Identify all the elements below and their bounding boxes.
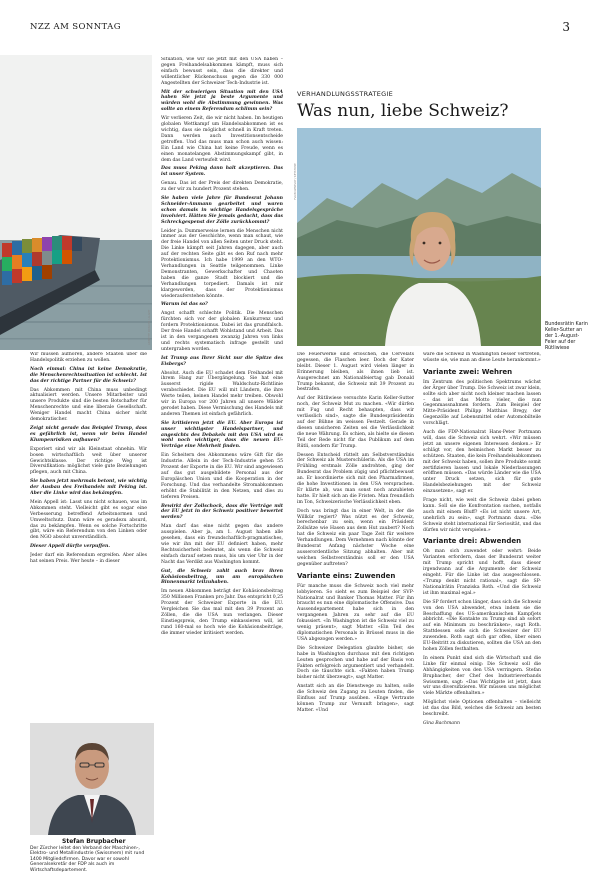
col2-p4: Genau. Das ist der Preis der direkten Demokratie, zu der wir zu hundert Prozent stehen. xyxy=(161,181,283,193)
masthead: NZZ AM SONNTAG xyxy=(30,22,121,32)
col4-p4: Frage nicht, wie weit die Schweiz dabei gehen kann. Soll sie die Konfrontation suchen, notfalls auch mit einem Bluff? «Es ist nicht unsere Art, unehrlich zu sein», sagt Portmann dazu. «Die Schweiz steht international für Seriosität, und das dürfen wir nicht verspielen.» xyxy=(423,498,541,533)
rubric: VERHANDLUNGSSTRATEGIE xyxy=(297,90,394,98)
col3-p7: Anstatt sich an die Dienstwege zu halten, solle die Schweiz den Zugang zu Leuten finden, die Einfluss auf Trump ausüben. «Enge Vertraute können Trump zur Vernunft bringen», sagt Matter. «Und xyxy=(297,684,414,713)
col2-q7: Warum ist das so? xyxy=(161,302,208,308)
article-column-3 xyxy=(297,352,414,864)
col2-p0: Situation, wie wir sie jetzt mit den USA haben – gegen Freihandelsabkommen kämpft, muss sich einfach bewusst sein, dass die direkter und willentlicher Rückenschuss gegen die 330 000 Angestellten der Schweizer Tech-Industrie ist. xyxy=(161,57,283,86)
keller-sutter-photo xyxy=(297,128,541,346)
col2-p2: Wir verlieren Zeit, die wir nicht haben. Im heutigen globalen Wettkampf um Handelsabkommen ist es wichtig, dass sie möglichst schnell in Kraft treten. Dann werden auch Investitionsentscheide getroffen. Und das muss man schon auch wissen: Ein Land wie China hat keine Freude, wenn es einen monatelangen Abstimmungskampf gibt, in dem das Land verteufelt wird. xyxy=(161,116,283,163)
photo-caption: Bundesrätin Karin Keller-Sutter an der 1.-August-Feier auf der Rütliwiese xyxy=(545,322,588,351)
col1-p2: Das Abkommen mit China muss unbedingt aktualisiert werden. Unsere Mitarbeiter und unsere Produkte sind die besten Botschafter für Menschenrechte und eine liberale Gesellschaft. Weniger Handel macht China sicher nicht demokratischer. xyxy=(30,387,147,423)
col1-q7: Dieser Appell dürfte verpuffen. xyxy=(30,544,110,550)
portrait-caption: Der Zürcher leitet den Verband der Maschinen-, Elektro- und Metallindustrie (Swissmem) mit rund 1400 Mitgliedsfirmen. Davor war er sowohl Generalsekretär der FDP als auch im Wirtschaftsdepartement. xyxy=(30,846,145,872)
portrait-name: Stefan Brupbacher xyxy=(62,838,126,845)
col3-p0: Die Feuerwerke sind erloschen, die Cervelats gegessen, die Flaschen leer. Doch der Kater bleibt. Dieser 1. August wird vielen länger in Erinnerung bleiben, als ihnen lieb ist. Ausgerechnet am Nationalfeiertag gab Donald Trump bekannt, die Schweiz mit 39 Prozent zu bestrafen. xyxy=(297,352,414,393)
subhead-variante-eins: Variante eins: Zuwenden xyxy=(297,571,396,580)
subhead-variante-drei: Variante drei: Abwenden xyxy=(423,537,522,546)
col2-p16: Im neuen Abkommen beträgt der Kohäsionsbeitrag 350 Millionen Franken pro Jahr. Das entspricht 0,25 Prozent der Schweizer Exporte in die EU. Vergleichen Sie das mal mit den 39 Prozent an Zöllen, die die USA nun verlangen. Dieser Einstiegspreis, den Trump einkassieren will, ist rund 160-mal so hoch wie die Kohäsionsbeiträge, die immer wieder kritisiert werden. xyxy=(161,589,283,636)
col1-q5: Sie haben jetzt mehrmals betont, wie wichtig der Ausbau des Freihandels mit Peking ist. Aber die Linke wird das bekämpfen. xyxy=(30,479,147,497)
col4-p3: Auch die FDP-Nationalrat Hans-Peter Portmann will, dass die Schweiz sich wehrt. «Wir müssen jetzt an unsere eigenen Interessen denken.» Er schlägt vor, den heimischen Markt besser zu schützen. Staaten, die kein Freihandelsabkommen mit der Schweiz haben, sollen ihre Produkte somit zertifizieren lassen und lokale Niederlassungen eröffnen müssen. «Das würde Länder wie die USA unter Druck setzen, sich für gute Handelsbeziehungen mit der Schweiz einzusetzen», sagt er. xyxy=(423,430,541,495)
portrait-image xyxy=(30,723,154,835)
headline: Was nun, liebe Schweiz? xyxy=(297,101,509,121)
col4-p0: wäre die Schweiz in Washington besser vertreten, wüsste sie, wie man an diese Leute herankommt.» xyxy=(423,352,541,363)
article-column-2 xyxy=(161,57,283,862)
col1-p8: Jeder darf ein Referendum ergreifen. Aber alles hat seinen Preis. Wer heute – in dieser xyxy=(30,553,147,565)
photo-credit-right: YVAIN GENEVAY / KEYSTONE xyxy=(294,163,297,200)
col3-p1: Auf der Rütliwiese versuchte Karin Keller-Sutter noch, der Schweiz Mut zu machen. «Wir dürfen mit Fug und Recht behaupten, dass wir verlässlich sind», sagte die Bundespräsidentin auf der Bühne im weissen Festzelt. Gerade in diesen unsicheren Zeiten sei die Verlässlichkeit die neue Währung. Es schien, als hielte sie diesen Teil der Rede nicht für das Publikum auf dem Rütli, sondern für Trump. xyxy=(297,396,414,449)
col4-p9: Möglichst viele Optionen offenhalten – vielleicht ist das das Bild, welches die Schweiz am besten beschreibt. xyxy=(423,700,541,718)
col2-p6: Leider ja. Dummerweise lernen die Menschen nicht immer aus der Geschichte, wenn man schaut, wie der freie Handel von allen Seiten unter Druck steht. Die Linke kämpft seit Jahren dagegen, aber auch auf der rechten Seite gibt es den Ruf nach mehr Protektionismus. Ich habe 1999 an den WTO-Verhandlungen in Seattle teilgenommen. Linke Demonstranten, Gewerkschafter und Chaoten haben die ganze Stadt blockiert und die Verhandlungen torpediert. Damals ist mir klargeworden, dass der Protektionismus wiederauferstehen könnte. xyxy=(161,228,283,299)
container-ship-image xyxy=(0,55,152,350)
col4-p6: Oh man sich zuwendet oder wehrt: Beide Varianten erfordern, dass der Bundesrat weiter mit Trump spricht und hofft, dass dieser irgendwann auf die Argumente der Schweiz eingeht. Für die Linke ist das ausgeschlossen. «Trump denkt nicht rational», sagt die SP-Nationalrätin Franziska Roth. «Und die Schweiz ist ihm maximal egal.» xyxy=(423,549,541,596)
photo-credit-left: ANNETTE DONATH / ALAMY xyxy=(148,309,151,345)
col2-q9: Ist Trump aus Ihrer Sicht nur die Spitze des Eisbergs? xyxy=(161,355,283,367)
col1-q3: Zeigt nicht gerade das Beispiel Trump, dass es gefährlich ist, wenn wir beim Handel Klumpenrisiken aufbauen? xyxy=(30,425,147,443)
article-column-4 xyxy=(423,352,541,864)
col2-q13: Bewirkt der Zollschock, dass die Verträge mit der EU jetzt in der Schweiz positiver bewertet werden? xyxy=(161,503,283,521)
col1-p0: Wir müssen aufhören, andere Staaten über die Handelspolitik erziehen zu wollen. xyxy=(30,352,147,363)
col2-q1: Mit der schwierigen Situation mit den USA haben Sie jetzt ja beste Argumente und würden wohl die Abstimmung gewinnen. Was sollte an einem Referendum schlimm sein? xyxy=(161,89,283,113)
col1-p6: Mein Appell ist: Lasst uns nicht schauen, was im Abkommen steht. Vielleicht gibt es sogar eine Verbesserung betreffend Arbeitsnormen und Umweltschutz. Dann wäre es geradezu absurd, das zu bekämpfen. Wenn es solche Fortschritte gibt, wäre ein Referendum von den Linken oder den NGO absolut unverständlich. xyxy=(30,499,147,541)
subhead-variante-zwei: Variante zwei: Wehren xyxy=(423,367,513,376)
col3-p5: Für manche muss die Schweiz noch viel mehr lobbyieren. So sieht es zum Beispiel der SVP-Nationalrat und Banker Thomas Matter. Für ihn braucht es nun eine diplomatische Offensive. Das Aussendepartement habe sich in den vergangenen Jahren zu sehr auf die EU fokussiert. «In Washington ist die Schweiz viel zu wenig präsent», sagt Matter. «Ein Teil des diplomatischen Personals in Brüssel muss in die USA abgezogen werden.» xyxy=(297,583,414,642)
article-column-1 xyxy=(30,352,147,718)
col2-q3: Das muss Peking dann halt akzeptieren. Das ist unser System. xyxy=(161,166,283,178)
portrait-photo xyxy=(30,723,154,835)
byline: Gina Bachmann xyxy=(423,720,460,726)
col2-q15: Gut, die Schweiz zahlt auch brav ihren Kohäsionsbeitrag, um am europäischen Binnenmarkt teilzuhaben. xyxy=(161,568,283,586)
col3-p2: Dessen Entscheid rüttelt am Selbstverständnis der Schweiz als Musterschülerin. Als die USA im Frühling erstmals Zölle androhten, ging der Bundesrat das Problem zügig und pflichtbewusst an. Er koordinierte sich mit den Pharmafirmen, die hohe Investitionen in den USA versprachen. Er klärte ab, was man sonst noch anzubieten hatte. Er hielt sich an die Fristen. Man freundlich im Ton, Schweizerische Verlässlichkeit eben. xyxy=(297,452,414,505)
col4-p2: Im Zentrum des politischen Spektrums wächst der Ärger über Trump. Die Schweiz ist zwar klein, sollte sich aber nicht noch kleiner machen lassen – das ist das Motto vieler, die nun Gegenmassnahmen fordern. Zum Beispiel der Mitte-Präsident Philipp Matthias Bregy, der Gegenzölle auf Lebensmittel oder Automobilteile vorschlägt. xyxy=(423,379,541,427)
keller-sutter-image xyxy=(297,128,541,346)
col2-p14: Man darf das eine nicht gegen das andere ausspielen. Aber ja, am 1. August haben alle gesehen, dass ein freundschaftlich-pragmatisches, wie wir ihn mit der EU definiert haben, mehr Rechtssicherheit bedeutet, als wenn die Schweiz einfach darauf setzen muss, bis um vier Uhr in der Nacht das Verdikt aus Washington kommt. xyxy=(161,524,283,565)
col2-p12: Ein Scheitern des Abkommens wäre Gift für die Industrie. Allein in der Tech-Industrie gehen 55 Prozent der Exporte in die EU. Wir sind angewiesen auf das gut ausgebildete Personal aus der Europäischen Union und die Kooperation in der Forschung. Und das verhandelte Stromabkommen erhöht die Stabilität in den Netzen, und dies zu tieferen Preisen. xyxy=(161,453,283,500)
col3-p6: Die Schweizer Delegation glaubte bisher, sie habe in Washington durchaus mit den richtigen Leuten gesprochen und habe auf der Basis von Fakten erfolgreich argumentiert und verhandelt. Doch sie täuschte sich. «Fakten haben Trump bisher nicht überzeugt», sagt Matter. xyxy=(297,645,414,681)
ship-photo xyxy=(0,55,152,350)
col1-q1: Noch einmal: China ist keine Demokratie, die Menschenrechtssituation ist schlecht. Ist das der richtige Partner für die Schweiz? xyxy=(30,366,147,384)
col4-p7: Die SP fordert schon länger, dass sich die Schweiz von den USA abwendet, etwa indem sie die Beschaffung des US-amerikanischen Kampfjets abbricht. «Die Kontakte zu Trump sind ab sofort auf ein Minimum zu beschränken», sagt Roth. Stattdessen solle sich die Schweizer der EU zuwenden. Roth sagt sich gar offen, über einen EU-Beitritt zu diskutieren, sollten die USA an den hohen Zöllen festhalten. xyxy=(423,599,541,652)
col4-p8: In einem Punkt sind sich die Wirtschaft und die Linke für einmal einig: Die Schweiz soll die Abhängigkeiten von den USA verringern. Stefan Brupbacher, der Chef des Industrieverbands Swissmem, sagt: «Das Wichtigste ist jetzt, dass wir uns diversifizieren. Wir müssen uns möglichst viele Märkte offenhalten.» xyxy=(423,655,541,697)
col2-p8: Angst schafft schlechte Politik. Die Menschen fürchten sich vor der globalen Konkurrenz und fordern Protektionismus. Dabei ist das grundfalsch. Der freie Handel schafft Wohlstand und Arbeit. Das ist in den vergangenen zwanzig Jahren von links und rechts systematisch infrage gestellt und untergraben worden. xyxy=(161,311,283,352)
col2-q5: Sie haben viele Jahre für Bundesrat Johann Schneider-Ammann gearbeitet und waren schon damals in wichtige Handelsgespräche involviert. Hätten Sie jemals gedacht, dass das Schreckgespenst der Zölle zurückkommt? xyxy=(161,196,283,225)
page-number: 3 xyxy=(562,20,570,34)
col2-q11: Sie kritisieren jetzt die EU. Aber Europa ist unser wichtigster Handelspartner, und angesichts des Debakels mit den USA wird es wohl noch wichtiger, dass die neuen EU-Verträge eine Mehrheit finden. xyxy=(161,420,283,450)
col3-p3: Doch was bringt das in einer Welt, in der die Willkür regiert? Was nützt es der Schweiz, berechenbar zu sein, wenn ein Präsident Zollsätze wie Hasen aus dem Hut zaubert? Noch hat die Schweiz ein paar Tage Zeit für weitere Verhandlungen. Dem Vernehmen nach könnte der Bundesrat Anfang nächster Woche eine ausserordentliche Sitzung abhalten. Aber mit welchen Selbstverständnis soll er den USA gegenüber auftreten? xyxy=(297,508,414,567)
col1-p4: Exporiert sind wir als Kleinstaat ohnehin. Wir bosen wirtschaftlich weit über unserer Gewichtsklasse. Der richtige Weg ist Diversifikation: möglichst viele gute Beziehungen pflegen, auch mit China. xyxy=(30,446,147,476)
col2-p10: Absolut. Auch die EU schadet dem Freihandel mit ihrem Hang zur Übergängelung. Sie hat eine äusserst rigide Waldschutz-Richtlinie verabschiedet. Die EU will mit Ländern, die ihre Werte teilen, keinen Handel mehr treiben. Obwohl wir in Europa vor 200 Jahren all unsere Wälder gerodet haben. Diese Vermischung des Handels mit anderen Themen ist einfach gefährlich. xyxy=(161,370,283,417)
